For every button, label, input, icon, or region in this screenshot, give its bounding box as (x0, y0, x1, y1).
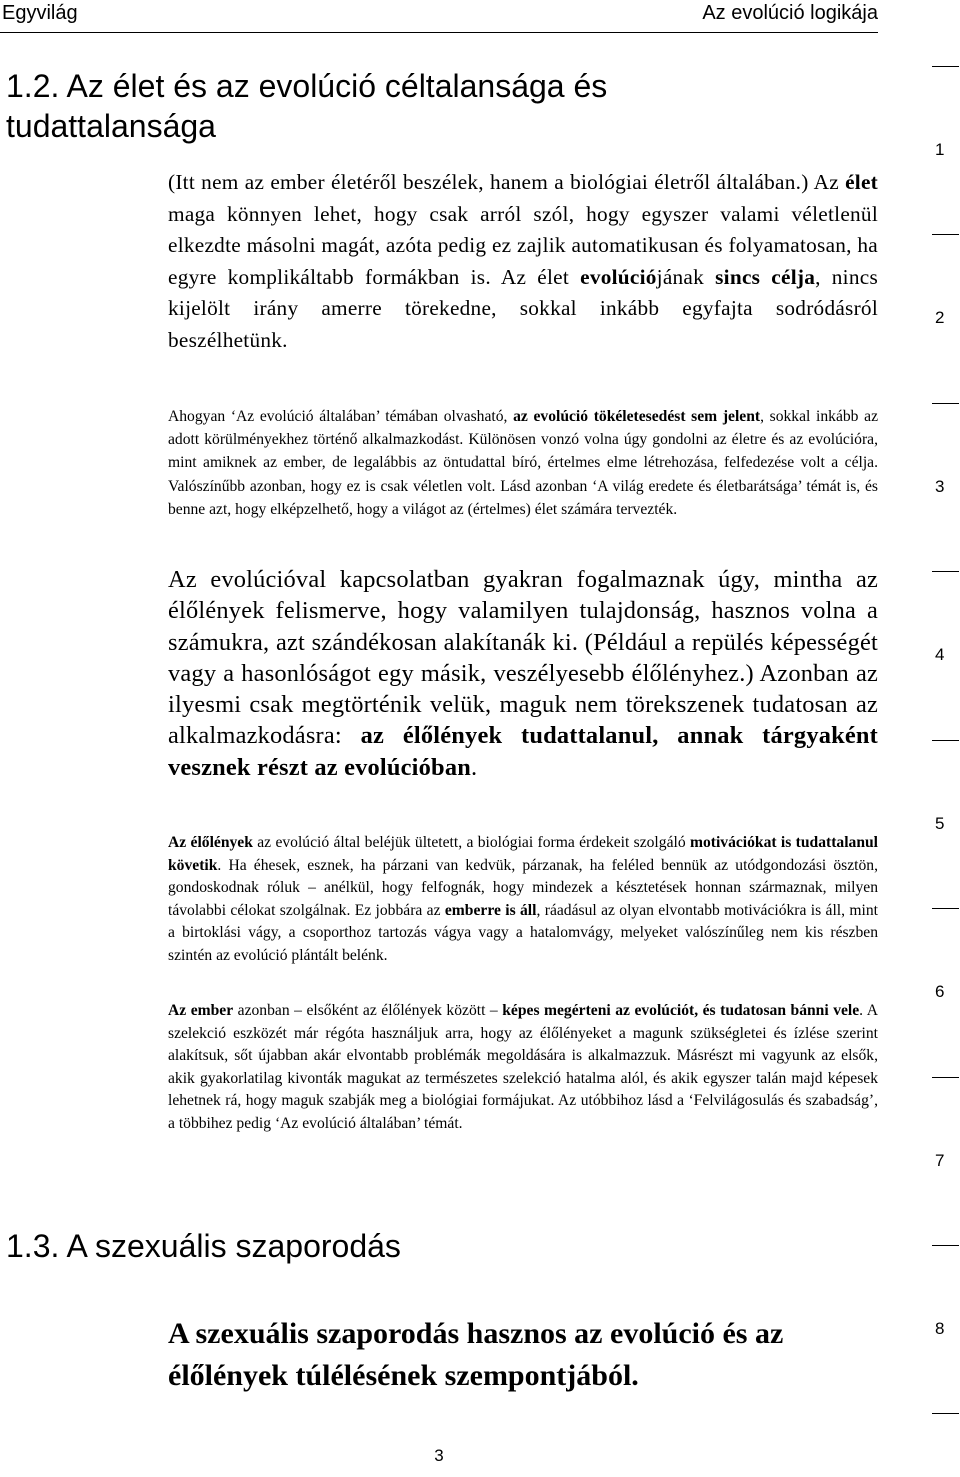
margin-number: 5 (935, 814, 945, 833)
margin-number: 6 (935, 982, 945, 1001)
lead-statement: A szexuális szaporodás hasznos az evolúció és az élőlények túlélésének szempontjából. (168, 1317, 784, 1392)
header-left-title: Egyvilág (2, 2, 78, 24)
paragraph-motivations (168, 832, 878, 968)
text-run: Ahogyan ‘Az evolúció általában’ témában olvasható, (168, 408, 514, 425)
section-heading-1-3: 1.3. A szexuális szaporodás (6, 1228, 401, 1264)
text-run: . Ha éhesek, esznek, ha párzani van kedvük, párzanak, ha feléled bennük az utódgondozási ösztön, gondoskodnak róluk – anélkül, hogy felfognák, hogy mindezek a késztetések honnan származnak, milyen távolabbi célokat szolgálnak. Ez jobbára az (168, 856, 878, 919)
text-run: Az evolúcióval kapcsolatban gyakran fogalmaznak úgy, mintha az élőlények felismerve, hogy valamilyen tulajdonság, hasznos volna a számukra, azt szándékosan alakítanák ki. (Például a repülés képességét vagy a hasonlóságot egy másik, veszélyesebb élőlényhez.) Azonban az ilyesmi csak megtörténik velük, maguk nem törekszenek tudatosan az alkalmazkodásra: (168, 566, 878, 750)
page-number: 3 (434, 1446, 444, 1465)
bold-run: evolúció (580, 264, 657, 289)
paragraph-intro (168, 167, 878, 357)
text-run: . (470, 753, 478, 781)
bold-run: képes megérteni az evolúciót, és tudatosan bánni vele (502, 1002, 860, 1019)
margin-number: 3 (935, 477, 945, 496)
margin-number: 1 (935, 140, 945, 159)
paragraph-unconscious-adaptation (168, 564, 878, 783)
text-run: maga könnyen lehet, hogy csak arról szól, hogy egyszer valami véletlenül elkezdte másolni magát, azóta pedig ez zajlik automatikusan és folyamatosan, ha egyre komplikáltabb formákban is. Az élet (168, 201, 878, 289)
text-run: . A szelekció eszközét már régóta használjuk arra, hogy az élőlényeket a magunk szükségletei és ízlése szerint alakítsuk, sőt újabban akár elvontabb problémák megoldására is alkalmazzuk. Másrészt mi vagyunk az elsők, akik gyakorlatilag kivonták magukat az természetes szelekció hatalma alól, és akik egyszer talán majd képesek lehetnek rá, hogy maguk szabják meg a biológiai formájukat. Az utóbbihoz lásd a ‘Felvilágosulás és szabadság’, a többihez pedig ‘Az evolúció általában’ témát. (168, 1002, 878, 1132)
paragraph-evolution-perfection (168, 405, 878, 521)
bold-run: Az ember (168, 1002, 234, 1019)
margin-rule (932, 234, 959, 235)
text-run: , sokkal inkább az adott körülményekhez történő alkalmazkodást. Különösen vonzó volna úgy gondolni az életre és az evolúcióra, mint amiknek az ember, de legalábbis az öntudattal bíró, értelmes elme létrehozása, felfedezése volt a célja. Valószínűbb azonban, hogy ez is csak véletlen volt. Lásd azonban ‘A világ eredete és életbarátsága’ témát is, és benne azt, hogy elképzelhető, hogy a világot az (értelmes) élet számára tervezték. (168, 408, 878, 518)
header-rule (0, 32, 878, 33)
text-run: , ráadásul az olyan elvontabb motivációkra is áll, mint a birtoklási vágy, a csoporthoz tartozás vágya vagy a hatalomvágy, melyeket valószínűleg nem kis részben szintén az evolúció plántált belénk. (168, 901, 878, 964)
margin-rule (932, 66, 959, 67)
bold-run: az élőlények tudattalanul, annak tárgyaként vesznek részt az evolúcióban (168, 722, 878, 781)
text-run: jának (656, 264, 716, 289)
header-right-title: Az evolúció logikája (702, 2, 878, 24)
margin-number: 7 (935, 1151, 945, 1170)
bold-run: az evolúció tökéletesedést sem jelent (513, 408, 761, 425)
paragraph-human-understanding (168, 1000, 878, 1136)
bold-run: emberre is áll (444, 901, 537, 919)
margin-rule (932, 571, 959, 572)
bold-run: sincs célja (715, 264, 816, 289)
text-run: azonban – elsőként az élőlények között – (233, 1002, 503, 1019)
bold-run: élet (845, 170, 878, 194)
margin-rule (932, 403, 959, 404)
section-heading-1-2: 1.2. Az élet és az evolúció céltalansága és tudattalansága (6, 68, 608, 144)
margin-rule (932, 740, 959, 741)
margin-rule (932, 1245, 959, 1246)
margin-number: 4 (935, 645, 945, 664)
text-run: , nincs kijelölt irány amerre törekedne, sokkal inkább egyfajta sodródásról beszélhetünk. (168, 264, 878, 352)
text-run: az evolúció által beléjük ültetett, a biológiai forma érdekeit szolgáló (252, 834, 690, 851)
margin-number: 2 (935, 308, 945, 327)
bold-run: Az élőlények (168, 834, 253, 851)
margin-rule (932, 1077, 959, 1078)
margin-rule (932, 908, 959, 909)
margin-rule (932, 1413, 959, 1414)
text-run: (Itt nem az ember életéről beszélek, hanem a biológiai életről általában.) Az (168, 170, 846, 194)
margin-number: 8 (935, 1319, 945, 1338)
bold-run: motivációkat is tudattalanul követik (168, 834, 879, 874)
